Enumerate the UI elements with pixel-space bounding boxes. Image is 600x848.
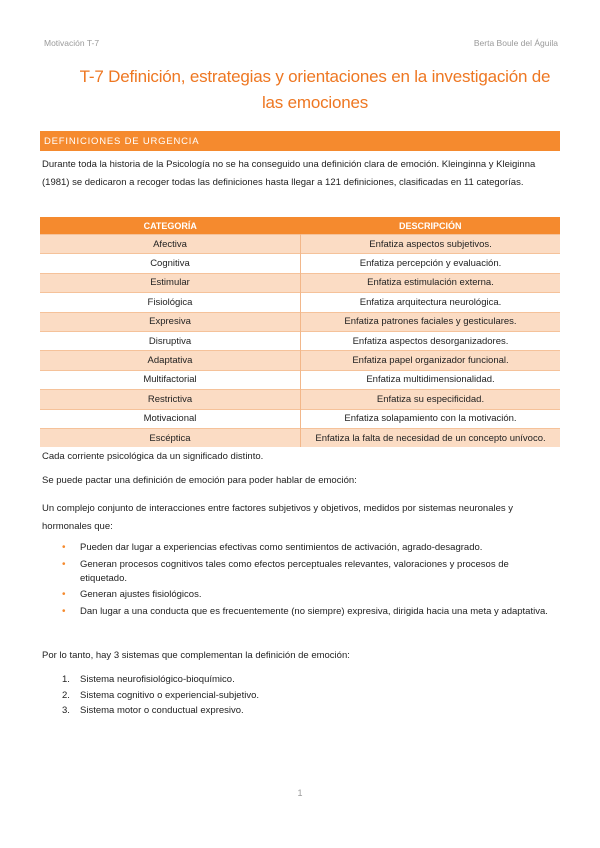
header-left: Motivación T-7 bbox=[44, 38, 100, 48]
item-number: 3. bbox=[62, 705, 70, 717]
table-cell-description: Enfatiza percepción y evaluación. bbox=[301, 254, 561, 273]
paragraph-corriente: Cada corriente psicológica da un significado distinto. bbox=[42, 451, 264, 462]
table-cell-description: Enfatiza patrones faciales y gesticulares. bbox=[301, 312, 561, 331]
column-header-description: DESCRIPCIÓN bbox=[301, 217, 561, 235]
paragraph-pactar: Se puede pactar una definición de emoción para poder hablar de emoción: bbox=[42, 475, 357, 486]
table-row bbox=[40, 428, 560, 447]
bullet-list bbox=[42, 541, 558, 621]
list-item-text: Dan lugar a una conducta que es frecuentemente (no siempre) expresiva, dirigida hacia una meta y adaptativa. bbox=[80, 605, 548, 617]
table-cell-description: Enfatiza su especificidad. bbox=[301, 390, 561, 409]
column-header-category: CATEGORÍA bbox=[40, 217, 301, 235]
list-item-text: Generan ajustes fisiológicos. bbox=[80, 589, 202, 600]
item-number: 2. bbox=[62, 689, 70, 701]
table-cell-category: Cognitiva bbox=[40, 254, 301, 273]
table-row bbox=[40, 331, 560, 350]
table-cell-description: Enfatiza multidimensionalidad. bbox=[301, 370, 561, 389]
table-cell-category: Afectiva bbox=[40, 235, 301, 254]
categories-table bbox=[40, 217, 560, 447]
table-cell-category: Adaptativa bbox=[40, 351, 301, 370]
table-row bbox=[40, 370, 560, 389]
table-cell-category: Restrictiva bbox=[40, 390, 301, 409]
list-item bbox=[42, 541, 558, 555]
table-cell-description: Enfatiza la falta de necesidad de un concepto unívoco. bbox=[301, 428, 561, 447]
table-row bbox=[40, 235, 560, 254]
item-text: Sistema motor o conductual expresivo. bbox=[80, 705, 244, 717]
list-item-text: Generan procesos cognitivos tales como efectos perceptuales relevantes, valoraciones y procesos de etiquetado. bbox=[80, 558, 509, 584]
list-item bbox=[42, 588, 558, 602]
table-body bbox=[40, 235, 560, 448]
table-cell-category: Expresiva bbox=[40, 312, 301, 331]
table-cell-category: Disruptiva bbox=[40, 331, 301, 350]
table-cell-category: Fisiológica bbox=[40, 293, 301, 312]
numbered-item bbox=[42, 673, 558, 687]
table-cell-description: Enfatiza estimulación externa. bbox=[301, 273, 561, 292]
item-text: Sistema cognitivo o experiencial-subjetivo. bbox=[80, 689, 260, 701]
table-cell-description: Enfatiza arquitectura neurológica. bbox=[301, 293, 561, 312]
header-right: Berta Boule del Águila bbox=[473, 38, 558, 48]
section-heading: DEFINICIONES DE URGENCIA bbox=[40, 131, 560, 151]
list-item bbox=[42, 558, 558, 586]
item-number: 1. bbox=[62, 674, 70, 685]
intro-paragraph: Durante toda la historia de la Psicología no se ha conseguido una definición clara de emoción. Kleinginna y Kleiginna (1981) se dedicaron a recoger todas las definiciones hasta llegar a 121 definiciones, clasificadas en 11 categorías. bbox=[42, 159, 536, 188]
table-cell-description: Enfatiza aspectos subjetivos. bbox=[301, 235, 561, 254]
table-cell-description: Enfatiza papel organizador funcional. bbox=[301, 351, 561, 370]
table-cell-description: Enfatiza solapamiento con la motivación. bbox=[301, 409, 561, 428]
table-cell-category: Motivacional bbox=[40, 409, 301, 428]
table-row bbox=[40, 312, 560, 331]
bullet-icon: • bbox=[62, 542, 66, 553]
numbered-item bbox=[42, 689, 558, 703]
table-cell-category: Multifactorial bbox=[40, 370, 301, 389]
table-row bbox=[40, 409, 560, 428]
table-row bbox=[40, 254, 560, 273]
list-item-text: Pueden dar lugar a experiencias efectivas como sentimientos de activación, agrado-desagrado. bbox=[80, 542, 483, 553]
bullet-icon: • bbox=[62, 605, 66, 617]
table-row bbox=[40, 390, 560, 409]
table-row bbox=[40, 293, 560, 312]
numbered-list bbox=[42, 673, 558, 720]
table-cell-description: Enfatiza aspectos desorganizadores. bbox=[301, 331, 561, 350]
table-cell-category: Escéptica bbox=[40, 428, 301, 447]
table-row bbox=[40, 351, 560, 370]
page-number: 1 bbox=[297, 788, 303, 798]
table-cell-category: Estimular bbox=[40, 273, 301, 292]
page-title: T-7 Definición, estrategias y orientaciones en la investigación de las emociones bbox=[79, 67, 551, 112]
paragraph-sistemas: Por lo tanto, hay 3 sistemas que complementan la definición de emoción: bbox=[42, 650, 350, 661]
paragraph-definition: Un complejo conjunto de interacciones entre factores subjetivos y objetivos, medidos por sistemas neuronales y hormonales que: bbox=[42, 503, 514, 532]
table-header-row bbox=[40, 217, 560, 235]
item-text: Sistema neurofisiológico-bioquímico. bbox=[80, 674, 235, 685]
numbered-item bbox=[42, 704, 558, 718]
table-row bbox=[40, 273, 560, 292]
bullet-icon: • bbox=[62, 589, 66, 600]
list-item bbox=[42, 605, 558, 619]
bullet-icon: • bbox=[62, 558, 66, 570]
